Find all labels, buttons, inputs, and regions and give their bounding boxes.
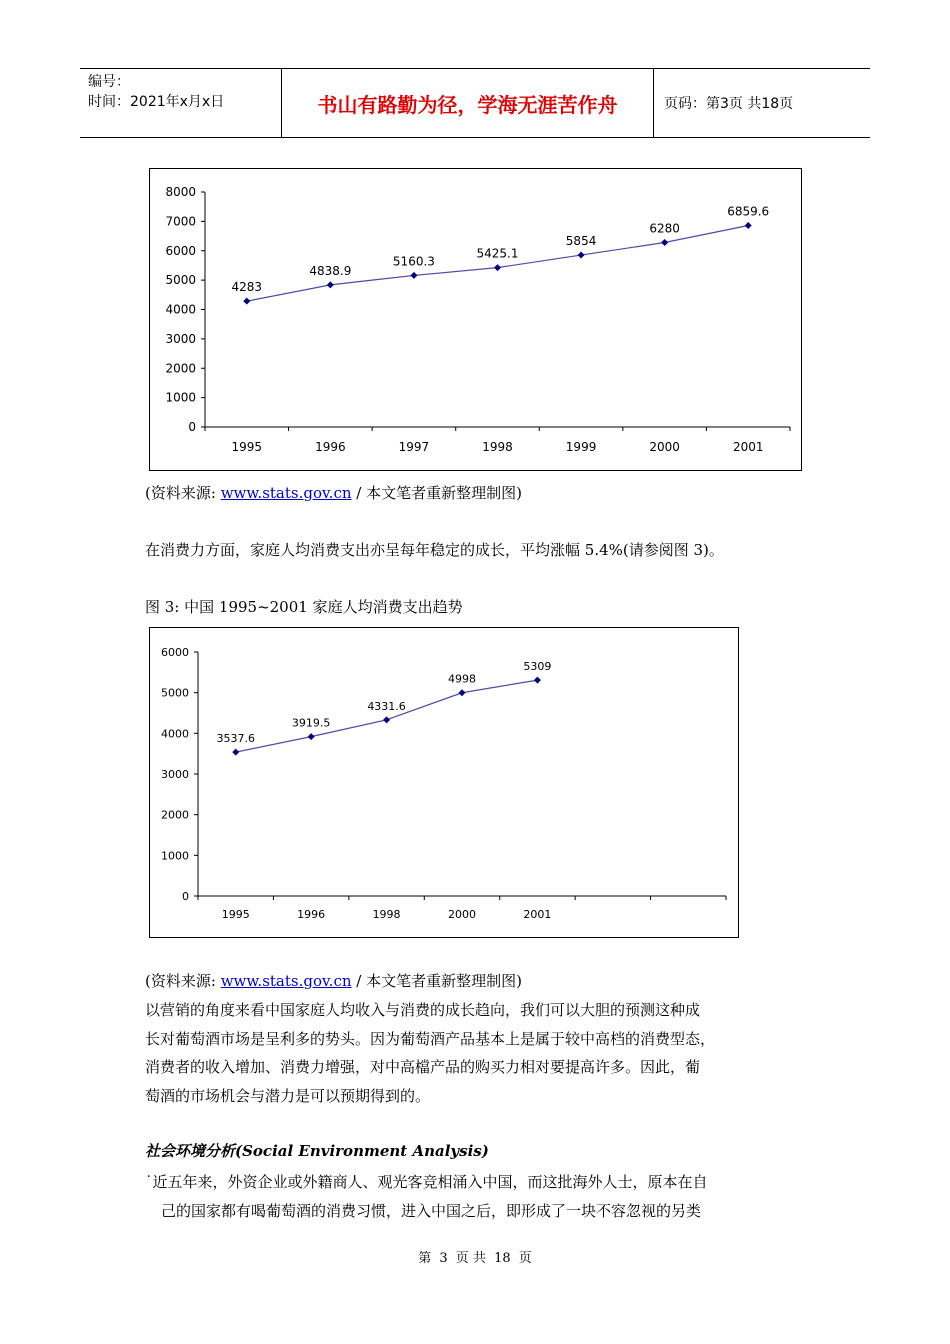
income-data-point <box>494 264 501 271</box>
marketing-paragraph <box>145 996 810 1110</box>
consumption-data-point <box>383 716 390 723</box>
income-y-tick-label: 7000 <box>165 214 196 229</box>
consumption-x-tick-label: 1996 <box>297 908 326 921</box>
header-page-label: 页码：第3页 共18页 <box>664 96 794 112</box>
income-x-tick-label: 1998 <box>482 440 513 454</box>
income-x-tick-label: 2001 <box>732 440 764 454</box>
income-data-label: 5854 <box>565 234 597 249</box>
income-data-label: 4283 <box>231 280 263 295</box>
footer-prefix: 第 <box>418 1251 432 1266</box>
income-data-label: 4838.9 <box>309 263 352 278</box>
income-data-point <box>578 252 585 259</box>
chart-income <box>149 168 802 471</box>
section-heading: 社会环境分析(Social Environment Analysis) <box>145 1142 489 1160</box>
footer-total: 18 <box>494 1251 511 1266</box>
income-x-tick-label: 1999 <box>565 440 597 454</box>
social-line: 己的国家都有喝葡萄酒的消费习惯，进入中国之后，即形成了一块不容忽视的另类 <box>161 1201 702 1220</box>
footer-middle: 页 共 <box>455 1251 486 1266</box>
page-header <box>80 68 870 138</box>
income-data-point <box>243 298 250 305</box>
income-x-tick-label: 1995 <box>231 440 263 454</box>
paragraph-line: 以营销的角度来看中国家庭人均收入与消费的成长趋向，我们可以大胆的预测这种成 <box>145 1001 701 1019</box>
income-y-tick-label: 3000 <box>165 331 196 346</box>
income-y-tick-label: 4000 <box>165 302 196 317</box>
income-x-tick-label: 2000 <box>649 440 680 454</box>
consumption-line-chart <box>150 628 738 937</box>
source2-prefix: (资料来源: <box>145 972 221 990</box>
income-data-point <box>327 281 334 288</box>
consumption-data-point <box>534 677 541 684</box>
income-x-tick-label: 1996 <box>315 440 346 454</box>
paragraph-line: 长对葡萄酒市场是呈利多的势头。因为葡萄酒产品基本上是属于较中高档的消费型态， <box>145 1029 716 1048</box>
consumption-data-point <box>308 733 315 740</box>
source1-prefix: (资料来源: <box>145 484 221 502</box>
income-data-point <box>661 239 668 246</box>
source1-suffix: / 本文笔者重新整理制图) <box>351 484 522 502</box>
header-number-label: 编号： <box>88 74 130 90</box>
chart-consumption <box>149 627 739 938</box>
social-paragraph <box>145 1168 815 1225</box>
figure3-caption: 图 3: 中国 1995~2001 家庭人均消费支出趋势 <box>145 598 463 616</box>
consumption-y-tick-label: 4000 <box>161 727 189 741</box>
consumption-data-point <box>232 749 239 756</box>
income-line-chart <box>150 169 801 470</box>
income-y-tick-label: 5000 <box>165 273 196 288</box>
paragraph-line: 萄酒的市场机会与潜力是可以预期得到的。 <box>145 1086 431 1105</box>
consumption-data-label: 3537.6 <box>216 732 255 746</box>
page-footer <box>0 1247 950 1266</box>
source2-suffix: / 本文笔者重新整理制图) <box>351 972 522 990</box>
consumption-y-tick-label: 6000 <box>161 646 189 659</box>
income-y-tick-label: 6000 <box>165 243 196 258</box>
consumption-x-tick-label: 1995 <box>221 908 250 921</box>
consumption-sentence: 在消费力方面，家庭人均消费支出亦呈每年稳定的成长，平均涨幅 5.4%(请参阅图 3)。 <box>145 541 724 559</box>
income-data-label: 5160.3 <box>392 254 435 269</box>
consumption-data-label: 5309 <box>523 660 552 674</box>
source1-link[interactable]: www.stats.gov.cn <box>220 484 352 502</box>
consumption-x-tick-label: 2001 <box>523 908 552 921</box>
consumption-data-label: 3919.5 <box>291 716 331 730</box>
header-motto: 书山有路勤为径，学海无涯苦作舟 <box>282 69 654 137</box>
consumption-y-tick-label: 2000 <box>161 808 189 822</box>
consumption-y-tick-label: 5000 <box>161 686 189 700</box>
income-data-point <box>410 272 417 279</box>
social-line: ˙近五年来，外资企业或外籍商人、观光客竞相涌入中国，而这批海外人士，原本在自 <box>145 1173 708 1191</box>
consumption-data-point <box>459 689 466 696</box>
consumption-x-tick-label: 2000 <box>448 908 476 921</box>
footer-page: 3 <box>439 1251 448 1266</box>
consumption-y-tick-label: 1000 <box>161 849 189 863</box>
income-y-tick-label: 0 <box>188 420 196 434</box>
consumption-series-line <box>236 680 538 752</box>
income-data-label: 6859.6 <box>727 204 770 219</box>
chart2-source <box>145 967 522 995</box>
income-y-tick-label: 8000 <box>165 185 196 199</box>
header-info <box>80 69 282 137</box>
source2-link[interactable]: www.stats.gov.cn <box>220 972 352 990</box>
header-date-label: 时间：2021年x月x日 <box>88 94 225 110</box>
consumption-data-label: 4998 <box>448 672 476 686</box>
income-y-tick-label: 1000 <box>165 390 196 405</box>
income-data-label: 6280 <box>649 221 680 236</box>
income-data-point <box>745 222 752 229</box>
footer-suffix: 页 <box>518 1251 532 1266</box>
income-x-tick-label: 1997 <box>398 440 430 454</box>
consumption-y-tick-label: 0 <box>182 890 189 903</box>
paragraph-line: 消费者的收入增加、消费力增强，对中高檔产品的购买力相对要提高许多。因此，葡 <box>145 1058 701 1076</box>
consumption-x-tick-label: 1998 <box>372 908 401 921</box>
consumption-data-label: 4331.6 <box>367 699 406 713</box>
income-data-label: 5425.1 <box>476 246 519 261</box>
income-y-tick-label: 2000 <box>165 361 196 376</box>
consumption-y-tick-label: 3000 <box>161 768 189 781</box>
chart1-source <box>145 479 522 507</box>
